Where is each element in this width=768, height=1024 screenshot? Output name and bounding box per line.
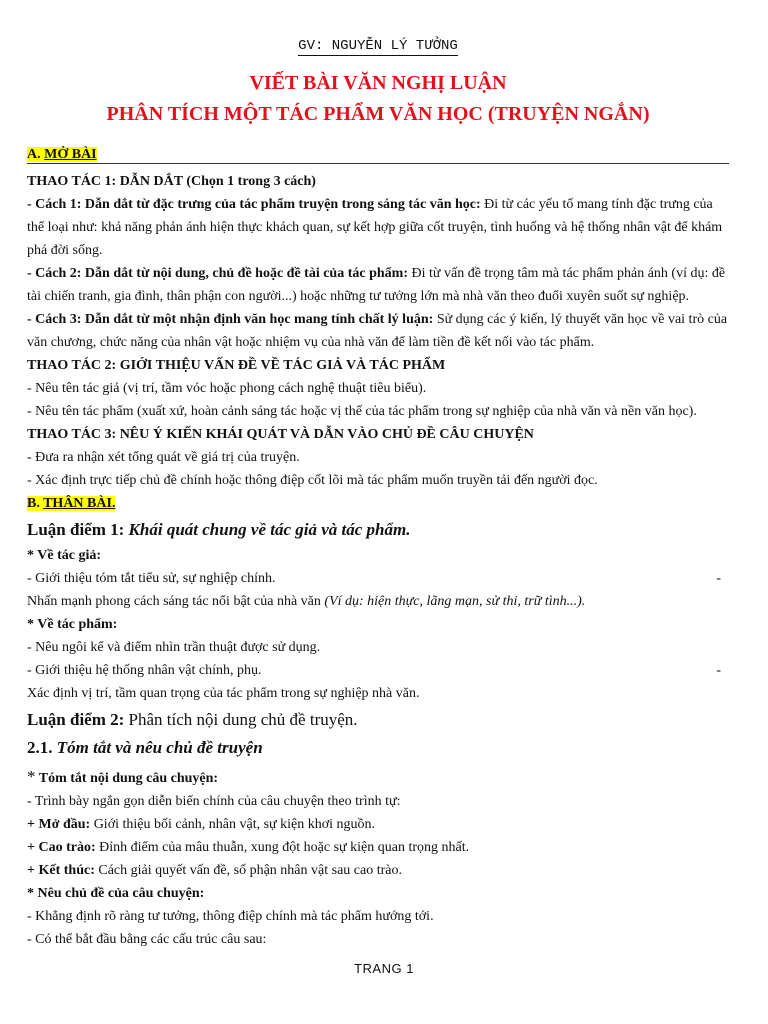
summary-end: + Kết thúc: Cách giải quyết vấn đề, số phận nhân vật sau cao trào. [27,863,402,878]
thao-tac-2-heading: THAO TÁC 2: GIỚI THIỆU VẤN ĐỀ VỀ TÁC GIẢ VÀ TÁC PHẨM [27,358,446,373]
sub-section-2-1: 2.1. Tóm tắt và nêu chủ đề truyện [27,738,263,757]
teacher-header: GV: NGUYỄN LÝ TƯỞNG [298,38,458,54]
thao-tac-3-line-2: - Xác định trực tiếp chủ đề chính hoặc thông điệp cốt lõi mà tác phẩm muốn truyền tải đến người đọc. [27,473,598,488]
section-a-heading: A. MỞ BÀI [27,146,729,164]
title-line-1: VIẾT BÀI VĂN NGHỊ LUẬN [249,72,507,94]
page-number: TRANG 1 [354,961,414,976]
luan-diem-2: Luận điểm 2: Phân tích nội dung chủ đề truyện. [27,710,358,729]
cach-1: - Cách 1: Dẫn dắt từ đặc trưng của tác phẩm truyện trong sáng tác văn học: Đi từ các yếu tố mang tính đặc trưng của thể loại như: khả năng phản ánh hiện thực khách quan, sự kết hợp giữa cốt truyện, tình huống và hệ thống nhân vật để khám phá đời sống. [27,197,723,258]
title-line-2: PHÂN TÍCH MỘT TÁC PHẨM VĂN HỌC (TRUYỆN NGẮN) [106,103,650,125]
work-line-1: - Nêu ngôi kể và điểm nhìn trần thuật được sử dụng. [27,640,321,655]
summary-climax: + Cao trào: Đỉnh điểm của mâu thuẫn, xung đột hoặc sự kiện quan trọng nhất. [27,840,470,855]
thao-tac-1-heading: THAO TÁC 1: DẪN DẮT (Chọn 1 trong 3 cách) [27,174,316,189]
summary-open: + Mở đầu: Giới thiệu bối cảnh, nhân vật, sự kiện khơi nguồn. [27,817,376,832]
summary-line-1: - Trình bày ngắn gọn diễn biến chính của câu chuyện theo trình tự: [27,794,401,809]
cach-3: - Cách 3: Dẫn dắt từ một nhận định văn học mang tính chất lý luận: Sử dụng các ý kiến, lý thuyết văn học về vai trò của văn chương, chức năng của nhân vật hoặc nhiệm vụ của nhà văn để làm tiền đề kết nối vào tác phẩm. [27,312,728,350]
theme-line-2: - Có thể bắt đầu bằng các cấu trúc câu sau: [27,932,267,947]
work-line-2: - Giới thiệu hệ thống nhân vật chính, phụ. - [27,663,721,678]
cach-2: - Cách 2: Dẫn dắt từ nội dung, chủ đề hoặc đề tài của tác phẩm: Đi từ vấn đề trọng tâm mà tác phẩm phản ánh (ví dụ: đề tài chiến tranh, gia đình, thân phận con người...) hoặc những tư tưởng lớn mà nhà văn theo đuổi xuyên suốt sự nghiệp. [27,266,726,304]
summary-heading: * Tóm tắt nội dung câu chuyện: [27,767,219,786]
thao-tac-3-heading: THAO TÁC 3: NÊU Ý KIẾN KHÁI QUÁT VÀ DẪN VÀO CHỦ ĐỀ CÂU CHUYỆN [27,427,534,442]
work-heading: * Về tác phẩm: [27,617,118,632]
author-line-2: Nhấn mạnh phong cách sáng tác nổi bật của nhà văn (Ví dụ: hiện thực, lãng mạn, sử thi, trữ tình...). [27,594,586,609]
author-heading: * Về tác giả: [27,548,101,563]
document-page [27,38,729,951]
luan-diem-1: Luận điểm 1: Khái quát chung về tác giả và tác phẩm. [27,520,411,539]
theme-line-1: - Khẳng định rõ ràng tư tưởng, thông điệp chính mà tác phẩm hướng tới. [27,909,434,924]
thao-tac-2-line-1: - Nêu tên tác giả (vị trí, tầm vóc hoặc phong cách nghệ thuật tiêu biểu). [27,381,427,396]
theme-heading: * Nêu chủ đề của câu chuyện: [27,886,205,901]
thao-tac-3-line-1: - Đưa ra nhận xét tổng quát về giá trị của truyện. [27,450,300,465]
section-b-heading: B. THÂN BÀI. [27,496,116,511]
thao-tac-2-line-2: - Nêu tên tác phẩm (xuất xứ, hoàn cảnh sáng tác hoặc vị thế của tác phẩm trong sự nghiệp của nhà văn và nền văn học). [27,404,697,419]
work-line-3: Xác định vị trí, tầm quan trọng của tác phẩm trong sự nghiệp nhà văn. [27,686,420,701]
author-line-1: - Giới thiệu tóm tắt tiểu sử, sự nghiệp chính. - [27,571,721,586]
